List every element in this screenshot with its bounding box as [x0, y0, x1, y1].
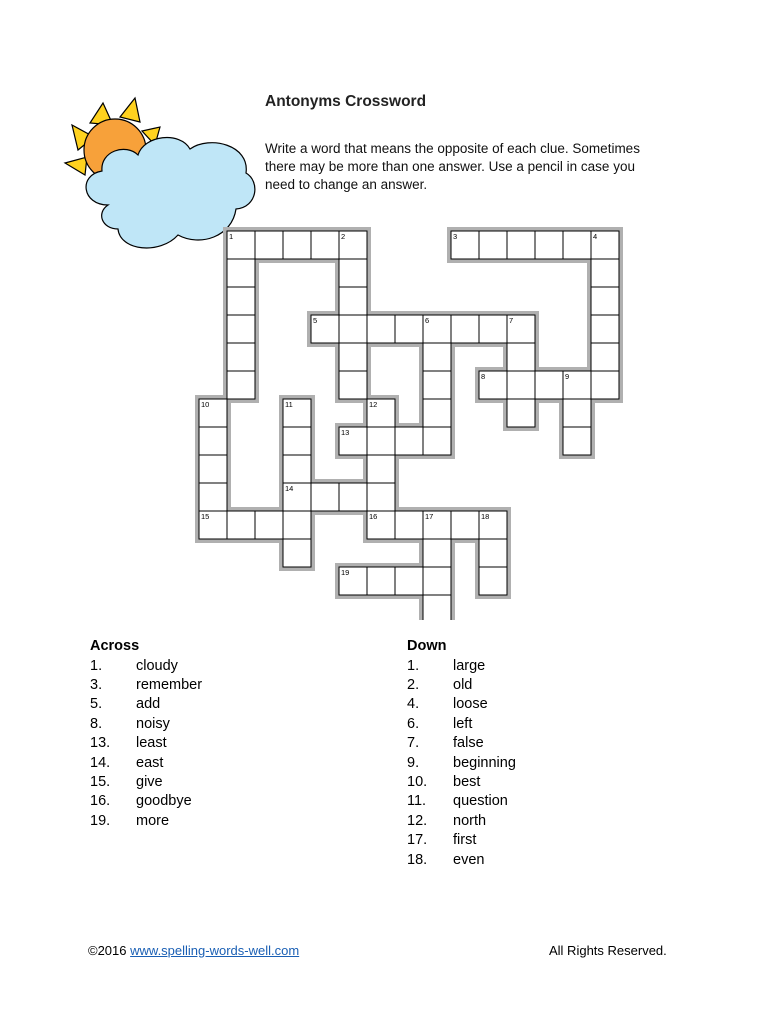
clue-number: 6. [407, 715, 420, 732]
clue-number: 5. [90, 696, 103, 713]
crossword-cell[interactable] [423, 371, 451, 399]
cell-number: 10 [201, 400, 210, 409]
clue-number: 18. [407, 851, 428, 868]
cell-number: 17 [425, 512, 434, 521]
crossword-cell[interactable] [423, 567, 451, 595]
clue-number: 19. [90, 812, 111, 829]
crossword-cell[interactable] [199, 427, 227, 455]
across-clue [90, 675, 202, 694]
clue-text: noisy [136, 715, 170, 732]
crossword-cell[interactable] [423, 427, 451, 455]
crossword-cell[interactable] [423, 539, 451, 567]
clue-number: 17. [407, 832, 428, 849]
crossword-cell[interactable] [283, 455, 311, 483]
clue-text: goodbye [136, 793, 192, 810]
clue-text: add [136, 696, 161, 713]
cell-number: 7 [509, 316, 514, 325]
crossword-cell[interactable] [199, 455, 227, 483]
clue-text: first [453, 832, 477, 849]
crossword-cell[interactable] [507, 399, 535, 427]
down-clue [407, 695, 516, 714]
across-clues [90, 638, 202, 831]
crossword-cell[interactable] [423, 399, 451, 427]
instructions: Write a word that means the opposite of each clue. Sometimes there may be more than one answer. Use a pencil in case you need to change an answer. [265, 141, 640, 192]
cell-number: 4 [593, 232, 598, 241]
down-clue [407, 753, 516, 772]
footer-copyright [88, 943, 299, 958]
crossword-cell[interactable] [227, 259, 255, 287]
crossword-cell[interactable] [199, 483, 227, 511]
down-clue [407, 675, 516, 694]
crossword-cell[interactable] [563, 231, 591, 259]
across-clue [90, 772, 202, 791]
crossword-cell[interactable] [423, 595, 451, 620]
crossword-cell[interactable] [367, 427, 395, 455]
clue-number: 9. [407, 754, 420, 771]
crossword-cell[interactable] [591, 343, 619, 371]
clue-text: give [136, 774, 163, 791]
crossword-cell[interactable] [227, 371, 255, 399]
cell-number: 3 [453, 232, 458, 241]
across-clue [90, 792, 202, 811]
clue-number: 1. [407, 657, 420, 674]
crossword-cell[interactable] [507, 231, 535, 259]
crossword-cell[interactable] [591, 287, 619, 315]
crossword-cell[interactable] [339, 315, 367, 343]
cell-number: 18 [481, 512, 490, 521]
crossword-cell[interactable] [339, 259, 367, 287]
down-clue [407, 656, 516, 675]
crossword-cell[interactable] [591, 371, 619, 399]
cell-number: 6 [425, 316, 430, 325]
crossword-cell[interactable] [367, 455, 395, 483]
across-clue [90, 753, 202, 772]
down-clue [407, 811, 516, 830]
crossword-cell[interactable] [339, 287, 367, 315]
crossword-cell[interactable] [535, 371, 563, 399]
crossword-cell[interactable] [227, 511, 255, 539]
crossword-cell[interactable] [283, 231, 311, 259]
crossword-cell[interactable] [591, 315, 619, 343]
crossword-cell[interactable] [255, 511, 283, 539]
crossword-cell[interactable] [311, 231, 339, 259]
crossword-cell[interactable] [591, 259, 619, 287]
crossword-cell[interactable] [227, 287, 255, 315]
clue-text: more [136, 812, 170, 829]
down-clue [407, 850, 516, 869]
clue-number: 8. [90, 715, 103, 732]
clue-number: 14. [90, 754, 111, 771]
cell-number: 13 [341, 428, 350, 437]
crossword-cell[interactable] [283, 511, 311, 539]
crossword-cell[interactable] [339, 343, 367, 371]
crossword-cell[interactable] [395, 511, 423, 539]
clue-text: best [453, 774, 481, 791]
crossword-cell[interactable] [367, 483, 395, 511]
down-clue [407, 772, 516, 791]
crossword-cell[interactable] [227, 315, 255, 343]
across-heading: Across [90, 638, 140, 654]
clue-text: east [136, 754, 164, 771]
page-title: Antonyms Crossword [265, 93, 427, 110]
crossword-cell[interactable] [283, 539, 311, 567]
cell-number: 14 [285, 484, 294, 493]
crossword-cell[interactable] [423, 343, 451, 371]
down-clue [407, 792, 516, 811]
across-clue [90, 714, 202, 733]
crossword-cell[interactable] [563, 427, 591, 455]
clue-number: 12. [407, 812, 428, 829]
cell-number: 1 [229, 232, 234, 241]
crossword-cell[interactable] [367, 315, 395, 343]
clue-text: old [453, 677, 473, 694]
clue-number: 13. [90, 735, 111, 752]
crossword-cell[interactable] [367, 567, 395, 595]
across-clue [90, 811, 202, 830]
clue-number: 11. [407, 793, 427, 810]
cell-number: 15 [201, 512, 210, 521]
cell-number: 12 [369, 400, 378, 409]
crossword-cell[interactable] [283, 427, 311, 455]
clue-text: even [453, 851, 485, 868]
clue-text: false [453, 735, 484, 752]
clue-text: beginning [453, 754, 516, 771]
crossword-cell[interactable] [395, 567, 423, 595]
clue-text: loose [453, 696, 488, 713]
crossword-cell[interactable] [339, 483, 367, 511]
clue-text: least [136, 735, 167, 752]
across-clue [90, 734, 202, 753]
clue-text: question [453, 793, 508, 810]
cell-number: 16 [369, 512, 378, 521]
clue-text: left [453, 715, 473, 732]
clue-number: 2. [407, 677, 420, 694]
crossword-cell[interactable] [451, 511, 479, 539]
clue-text: remember [136, 677, 203, 694]
crossword-cell[interactable] [339, 371, 367, 399]
crossword-cell[interactable] [311, 483, 339, 511]
clue-number: 10. [407, 774, 428, 791]
crossword-cell[interactable] [395, 315, 423, 343]
crossword-cell[interactable] [479, 231, 507, 259]
across-clue [90, 695, 202, 714]
clue-text: large [453, 657, 486, 674]
footer-rights: All Rights Reserved. [549, 943, 667, 958]
down-clue [407, 831, 516, 850]
cell-number: 9 [565, 372, 570, 381]
crossword-cell[interactable] [563, 399, 591, 427]
crossword-cell[interactable] [507, 343, 535, 371]
crossword-cell[interactable] [479, 567, 507, 595]
crossword-cell[interactable] [451, 315, 479, 343]
cell-number: 2 [341, 232, 346, 241]
clue-text: cloudy [136, 657, 178, 674]
cell-number: 8 [481, 372, 486, 381]
crossword-cell[interactable] [507, 371, 535, 399]
clue-number: 4. [407, 696, 420, 713]
website-link[interactable]: www.spelling-words-well.com [130, 943, 300, 958]
clue-text: north [453, 812, 487, 829]
down-heading: Down [407, 638, 447, 654]
across-clue [90, 656, 202, 675]
cell-number: 5 [313, 316, 318, 325]
down-clues [407, 638, 516, 869]
copyright-text: ©2016 [88, 943, 131, 958]
crossword-cell[interactable] [227, 343, 255, 371]
clue-number: 15. [90, 774, 111, 791]
down-clue [407, 714, 516, 733]
crossword-cell[interactable] [535, 231, 563, 259]
clue-number: 7. [407, 735, 420, 752]
cell-number: 19 [341, 568, 350, 577]
clue-number: 1. [90, 657, 103, 674]
cell-number: 11 [285, 400, 293, 409]
crossword-cell[interactable] [479, 315, 507, 343]
crossword-cell[interactable] [395, 427, 423, 455]
crossword-cell[interactable] [479, 539, 507, 567]
down-clue [407, 734, 516, 753]
clue-number: 16. [90, 793, 111, 810]
clue-number: 3. [90, 677, 103, 694]
crossword-cell[interactable] [255, 231, 283, 259]
